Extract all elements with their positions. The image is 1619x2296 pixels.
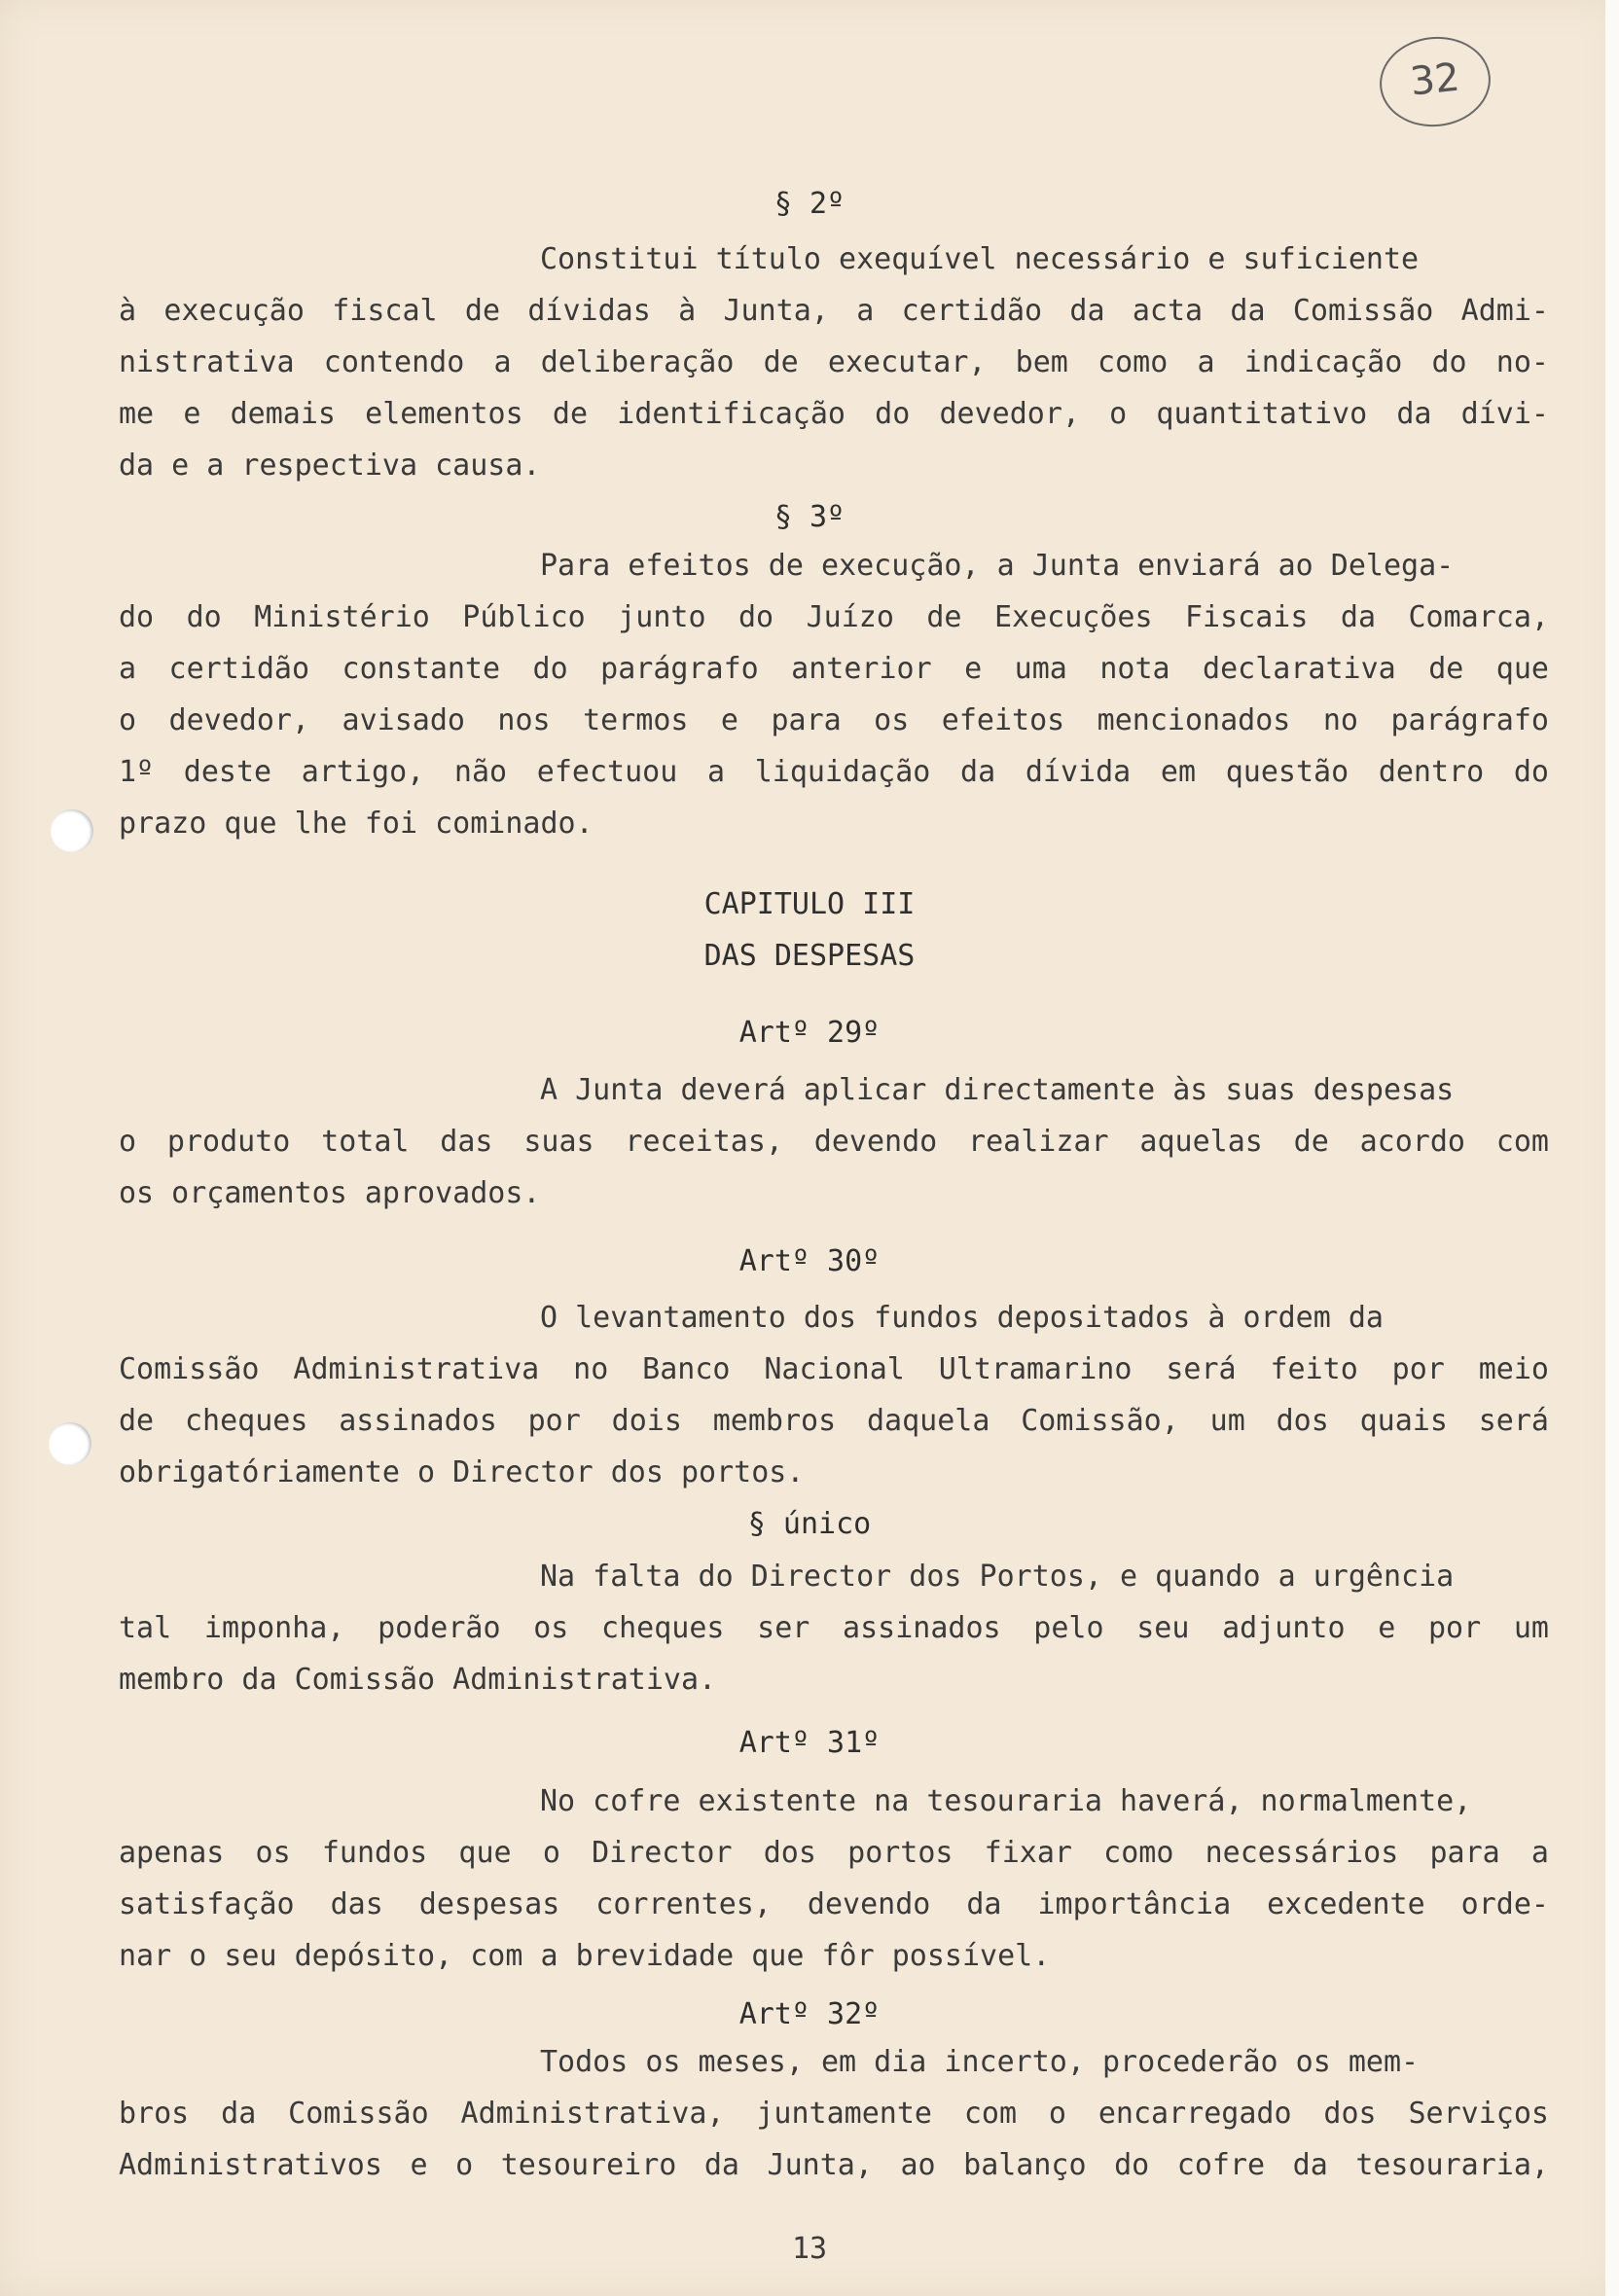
article-30-heading: Artº 30º [738,1244,881,1278]
article-32-line: Todos os meses, em dia incerto, procederão os mem- [540,2045,1420,2079]
article-32-line: bros da Comissão Administrativa, juntamente com o encarregado dos Serviços [119,2097,1549,2131]
unico-line: Na falta do Director dos Portos, e quando a urgência [540,1560,1455,1594]
paragraph-3-heading: § 3º [774,500,845,534]
article-31-line: No cofre existente na tesouraria haverá, normalmente, [540,1784,1472,1818]
article-29-line: o produto total das suas receitas, devendo realizar aquelas de acordo com [119,1125,1549,1159]
article-30-line: Comissão Administrativa no Banco Nacional Ultramarino será feito por meio [119,1352,1549,1386]
paragraph-3-line: 1º deste artigo, não efectuou a liquidação da dívida em questão dentro do [119,755,1549,789]
handwritten-page-mark: 32 [1376,31,1495,131]
article-31-line: satisfação das despesas correntes, devendo da importância excedente orde- [119,1887,1549,1921]
paragraph-2-heading: § 2º [774,187,845,221]
paragraph-2-line: me e demais elementos de identificação do devedor, o quantitativo da dívi- [119,397,1549,431]
paragraph-3-line: o devedor, avisado nos termos e para os efeitos mencionados no parágrafo [119,703,1549,737]
paragraph-3-line: prazo que lhe foi cominado. [119,807,594,841]
page-number: 13 [791,2232,828,2266]
punch-hole [51,809,93,852]
paragraph-2-line: da e a respectiva causa. [119,448,541,483]
article-31-heading: Artº 31º [738,1726,881,1760]
article-31-line: nar o seu depósito, com a brevidade que fôr possível. [119,1939,1051,1973]
unico-heading: § único [747,1507,872,1541]
unico-line: tal imponha, poderão os cheques ser assinados pelo seu adjunto e por um [119,1611,1549,1645]
article-29-heading: Artº 29º [738,1016,881,1050]
chapter-title: DAS DESPESAS [703,939,916,973]
article-32-heading: Artº 32º [738,1997,881,2031]
paragraph-2-line: nistrativa contendo a deliberação de executar, bem como a indicação do no- [119,345,1549,379]
article-32-line: Administrativos e o tesoureiro da Junta, ao balanço do cofre da tesouraria, [119,2148,1549,2182]
punch-hole [49,1422,91,1465]
unico-line: membro da Comissão Administrativa. [119,1663,717,1697]
chapter-number: CAPITULO III [703,887,916,921]
article-30-line: de cheques assinados por dois membros daquela Comissão, um dos quais será [119,1404,1549,1438]
article-29-line: A Junta deverá aplicar directamente às suas despesas [540,1073,1455,1107]
article-30-line: O levantamento dos fundos depositados à ordem da [540,1301,1384,1335]
article-31-line: apenas os fundos que o Director dos portos fixar como necessários para a [119,1836,1549,1870]
paragraph-3-line: do do Ministério Público junto do Juízo de Execuções Fiscais da Comarca, [119,600,1549,634]
paragraph-3-line: Para efeitos de execução, a Junta enviará ao Delega- [540,549,1455,583]
article-30-line: obrigatóriamente o Director dos portos. [119,1455,805,1489]
paragraph-2-line: à execução fiscal de dívidas à Junta, a certidão da acta da Comissão Admi- [119,294,1549,328]
paragraph-3-line: a certidão constante do parágrafo anterior e uma nota declarativa de que [119,652,1549,686]
paragraph-2-line: Constitui título exequível necessário e suficiente [540,242,1420,276]
article-29-line: os orçamentos aprovados. [119,1176,541,1210]
